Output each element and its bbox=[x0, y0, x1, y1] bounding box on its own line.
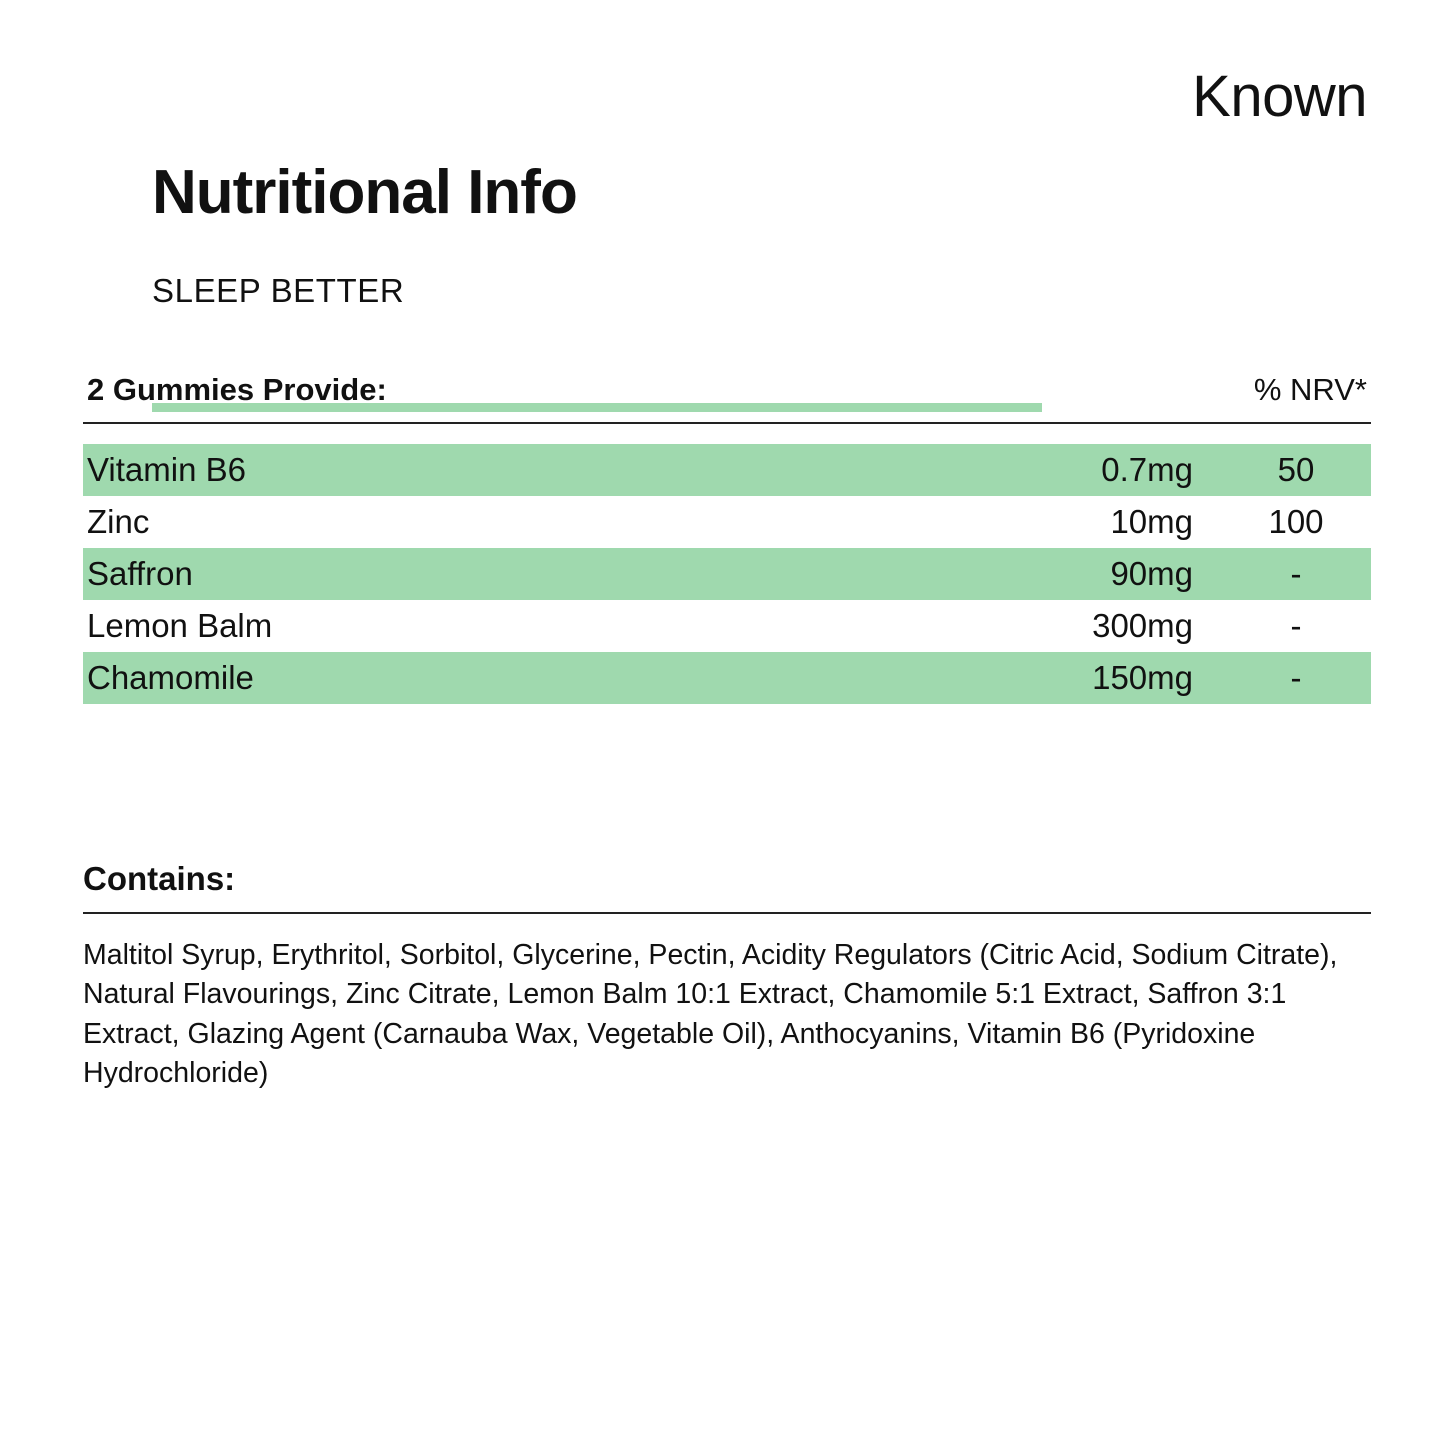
nutrient-name: Chamomile bbox=[87, 659, 254, 696]
nutrient-nrv: 50 bbox=[1277, 451, 1315, 488]
table-row bbox=[83, 600, 1371, 652]
nutrient-nrv: - bbox=[1290, 607, 1302, 644]
ingredients-section bbox=[83, 860, 1371, 1093]
nutrient-nrv: - bbox=[1290, 659, 1302, 696]
nutrition-table bbox=[83, 372, 1371, 704]
nutrient-name: Zinc bbox=[87, 503, 150, 540]
brand-logo: Known bbox=[1192, 64, 1367, 129]
nutrient-amount: 10mg bbox=[1110, 503, 1193, 540]
nutrient-nrv: 100 bbox=[1268, 503, 1324, 540]
table-row bbox=[83, 444, 1371, 496]
nutrient-name: Saffron bbox=[87, 555, 193, 592]
nutrient-amount: 90mg bbox=[1110, 555, 1193, 592]
nutrient-amount: 300mg bbox=[1092, 607, 1193, 644]
nutrient-amount: 150mg bbox=[1092, 659, 1193, 696]
serving-header: 2 Gummies Provide: bbox=[87, 372, 387, 407]
nutrient-amount: 0.7mg bbox=[1101, 451, 1193, 488]
page-title: Nutritional Info bbox=[152, 158, 577, 227]
nutrient-name: Vitamin B6 bbox=[87, 451, 246, 488]
nutrition-table-header bbox=[83, 372, 1371, 424]
nutrition-table-body bbox=[83, 444, 1371, 704]
nrv-header: % NRV* bbox=[1253, 372, 1367, 407]
nutrient-nrv: - bbox=[1290, 555, 1302, 592]
table-row bbox=[83, 652, 1371, 704]
ingredients-title: Contains: bbox=[83, 860, 1371, 914]
table-row bbox=[83, 548, 1371, 600]
product-subtitle: SLEEP BETTER bbox=[152, 272, 405, 309]
title-section bbox=[152, 160, 1352, 225]
table-row bbox=[83, 496, 1371, 548]
nutrient-name: Lemon Balm bbox=[87, 607, 273, 644]
ingredients-text: Maltitol Syrup, Erythritol, Sorbitol, Glycerine, Pectin, Acidity Regulators (Citric Acid, Sodium Citrate), Natural Flavourings, Zinc Citrate, Lemon Balm 10:1 Extract, Chamomile 5:1 Extract, Saffron 3:1 Extract, Glazing Agent (Carnauba Wax, Vegetable Oil), Anthocyanins, Vitamin B6 (Pyridoxine Hydrochloride) bbox=[83, 939, 1338, 1089]
